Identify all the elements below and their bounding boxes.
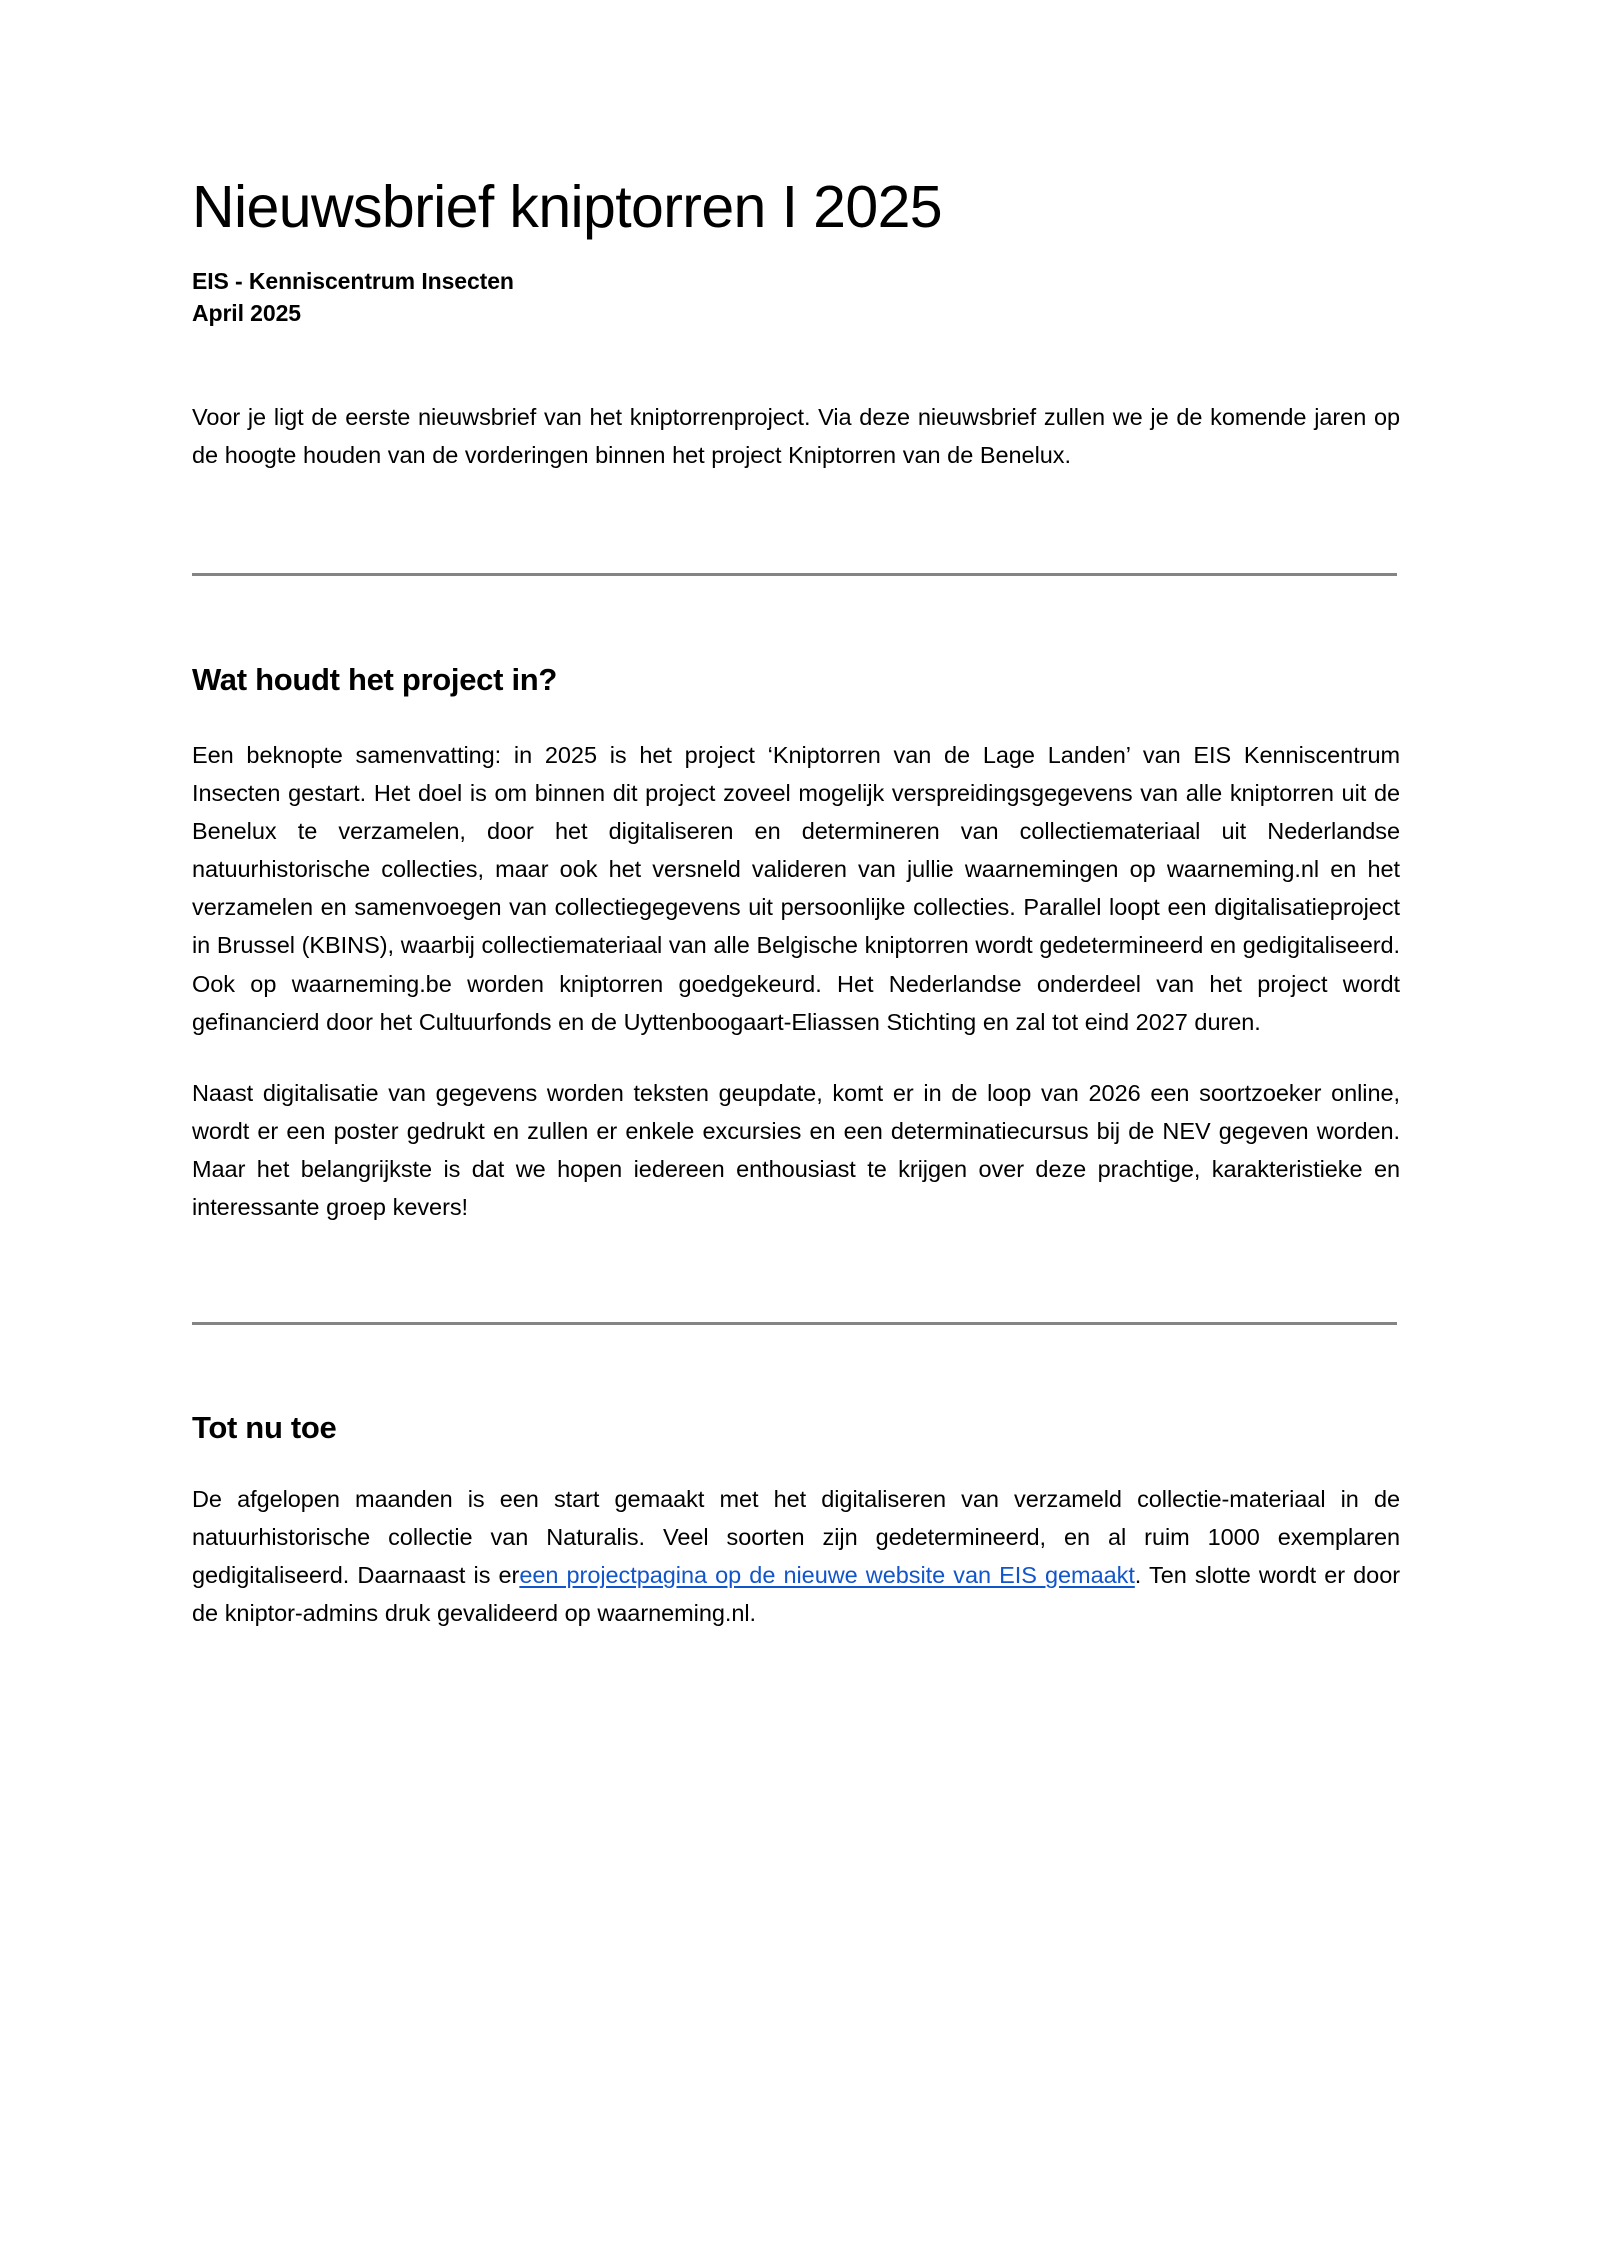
section-1-paragraph-2: Naast digitalisatie van gegevens worden teksten geupdate, komt er in de loop van 2026 een soortzoeker online, wordt er een poster gedrukt en zullen er enkele excursies en een determinatiecursus bij de NEV gegeven worden. Maar het belangrijkste is dat we hopen iedereen enthousiast te krijgen over deze prachtige, karakteristieke en interessante groep kevers! [192, 1079, 1400, 1220]
section-1-paragraph-1: Een beknopte samenvatting: in 2025 is het project ‘Kniptorren van de Lage Landen’ van EIS Kenniscentrum Insecten gestart. Het doel is om binnen dit project zoveel mogelijk verspreidingsgegevens van alle kniptorren uit de Benelux te verzamelen, door het digitaliseren en determineren van collectiemateriaal uit Nederlandse natuurhistorische collecties, maar ook het versneld valideren van jullie waarnemingen op waarneming.nl en het verzamelen en samenvoegen van collectiegegevens uit persoonlijke collecties. Parallel loopt een digitalisatieproject in Brussel (KBINS), waarbij collectiemateriaal van alle Belgische kniptorren wordt gedetermineerd en gedigitaliseerd. Ook op waarneming.be worden kniptorren goedgekeurd. Het Nederlandse onderdeel van het project wordt gefinancierd door het Cultuurfonds en de Uyttenboogaart-Eliassen Stichting en zal tot eind 2027 duren. [192, 742, 1400, 1035]
intro-block [192, 398, 1400, 474]
section-2-text-after-link: . Ten slotte wordt er door de kniptor-admins druk gevalideerd op waarneming.nl. [192, 1562, 1400, 1627]
section-divider-1 [192, 573, 1397, 576]
masthead-subtitle [192, 265, 1400, 330]
spacer [192, 1446, 1400, 1480]
section-heading-what-is-the-project: Wat houdt het project in? [192, 661, 558, 697]
intro-paragraph: Voor je ligt de eerste nieuwsbrief van het kniptorrenproject. Via deze nieuwsbrief zullen we je de komende jaren op de hoogte houden van de vorderingen binnen het project Kniptorren van de Benelux. [192, 403, 1400, 468]
spacer [192, 698, 1400, 736]
divider-1-wrapper [192, 573, 1400, 576]
publication-date: April 2025 [192, 300, 301, 327]
section-divider-2 [192, 1322, 1397, 1325]
project-page-link[interactable]: een projectpagina op de nieuwe website van EIS gemaakt [519, 1562, 1135, 1589]
section-project-info [192, 661, 1400, 1226]
divider-2-wrapper [192, 1322, 1400, 1325]
organization-name: EIS - Kenniscentrum Insecten [192, 267, 514, 294]
document-content [192, 0, 1400, 1632]
section-2-paragraph [192, 1480, 1400, 1632]
section-2-text-before-link: De afgelopen maanden is een start gemaakt met het digitaliseren van verzameld collectie-materiaal in de natuurhistorische collectie van Naturalis. Veel soorten zijn gedetermineerd, en al ruim 1000 exemplaren gedigitaliseerd. Daarnaast is er [192, 1486, 1400, 1589]
page-title: Nieuwsbrief kniptorren I 2025 [192, 174, 943, 240]
section-heading-so-far: Tot nu toe [192, 1409, 337, 1445]
section-progress [192, 1409, 1400, 1632]
